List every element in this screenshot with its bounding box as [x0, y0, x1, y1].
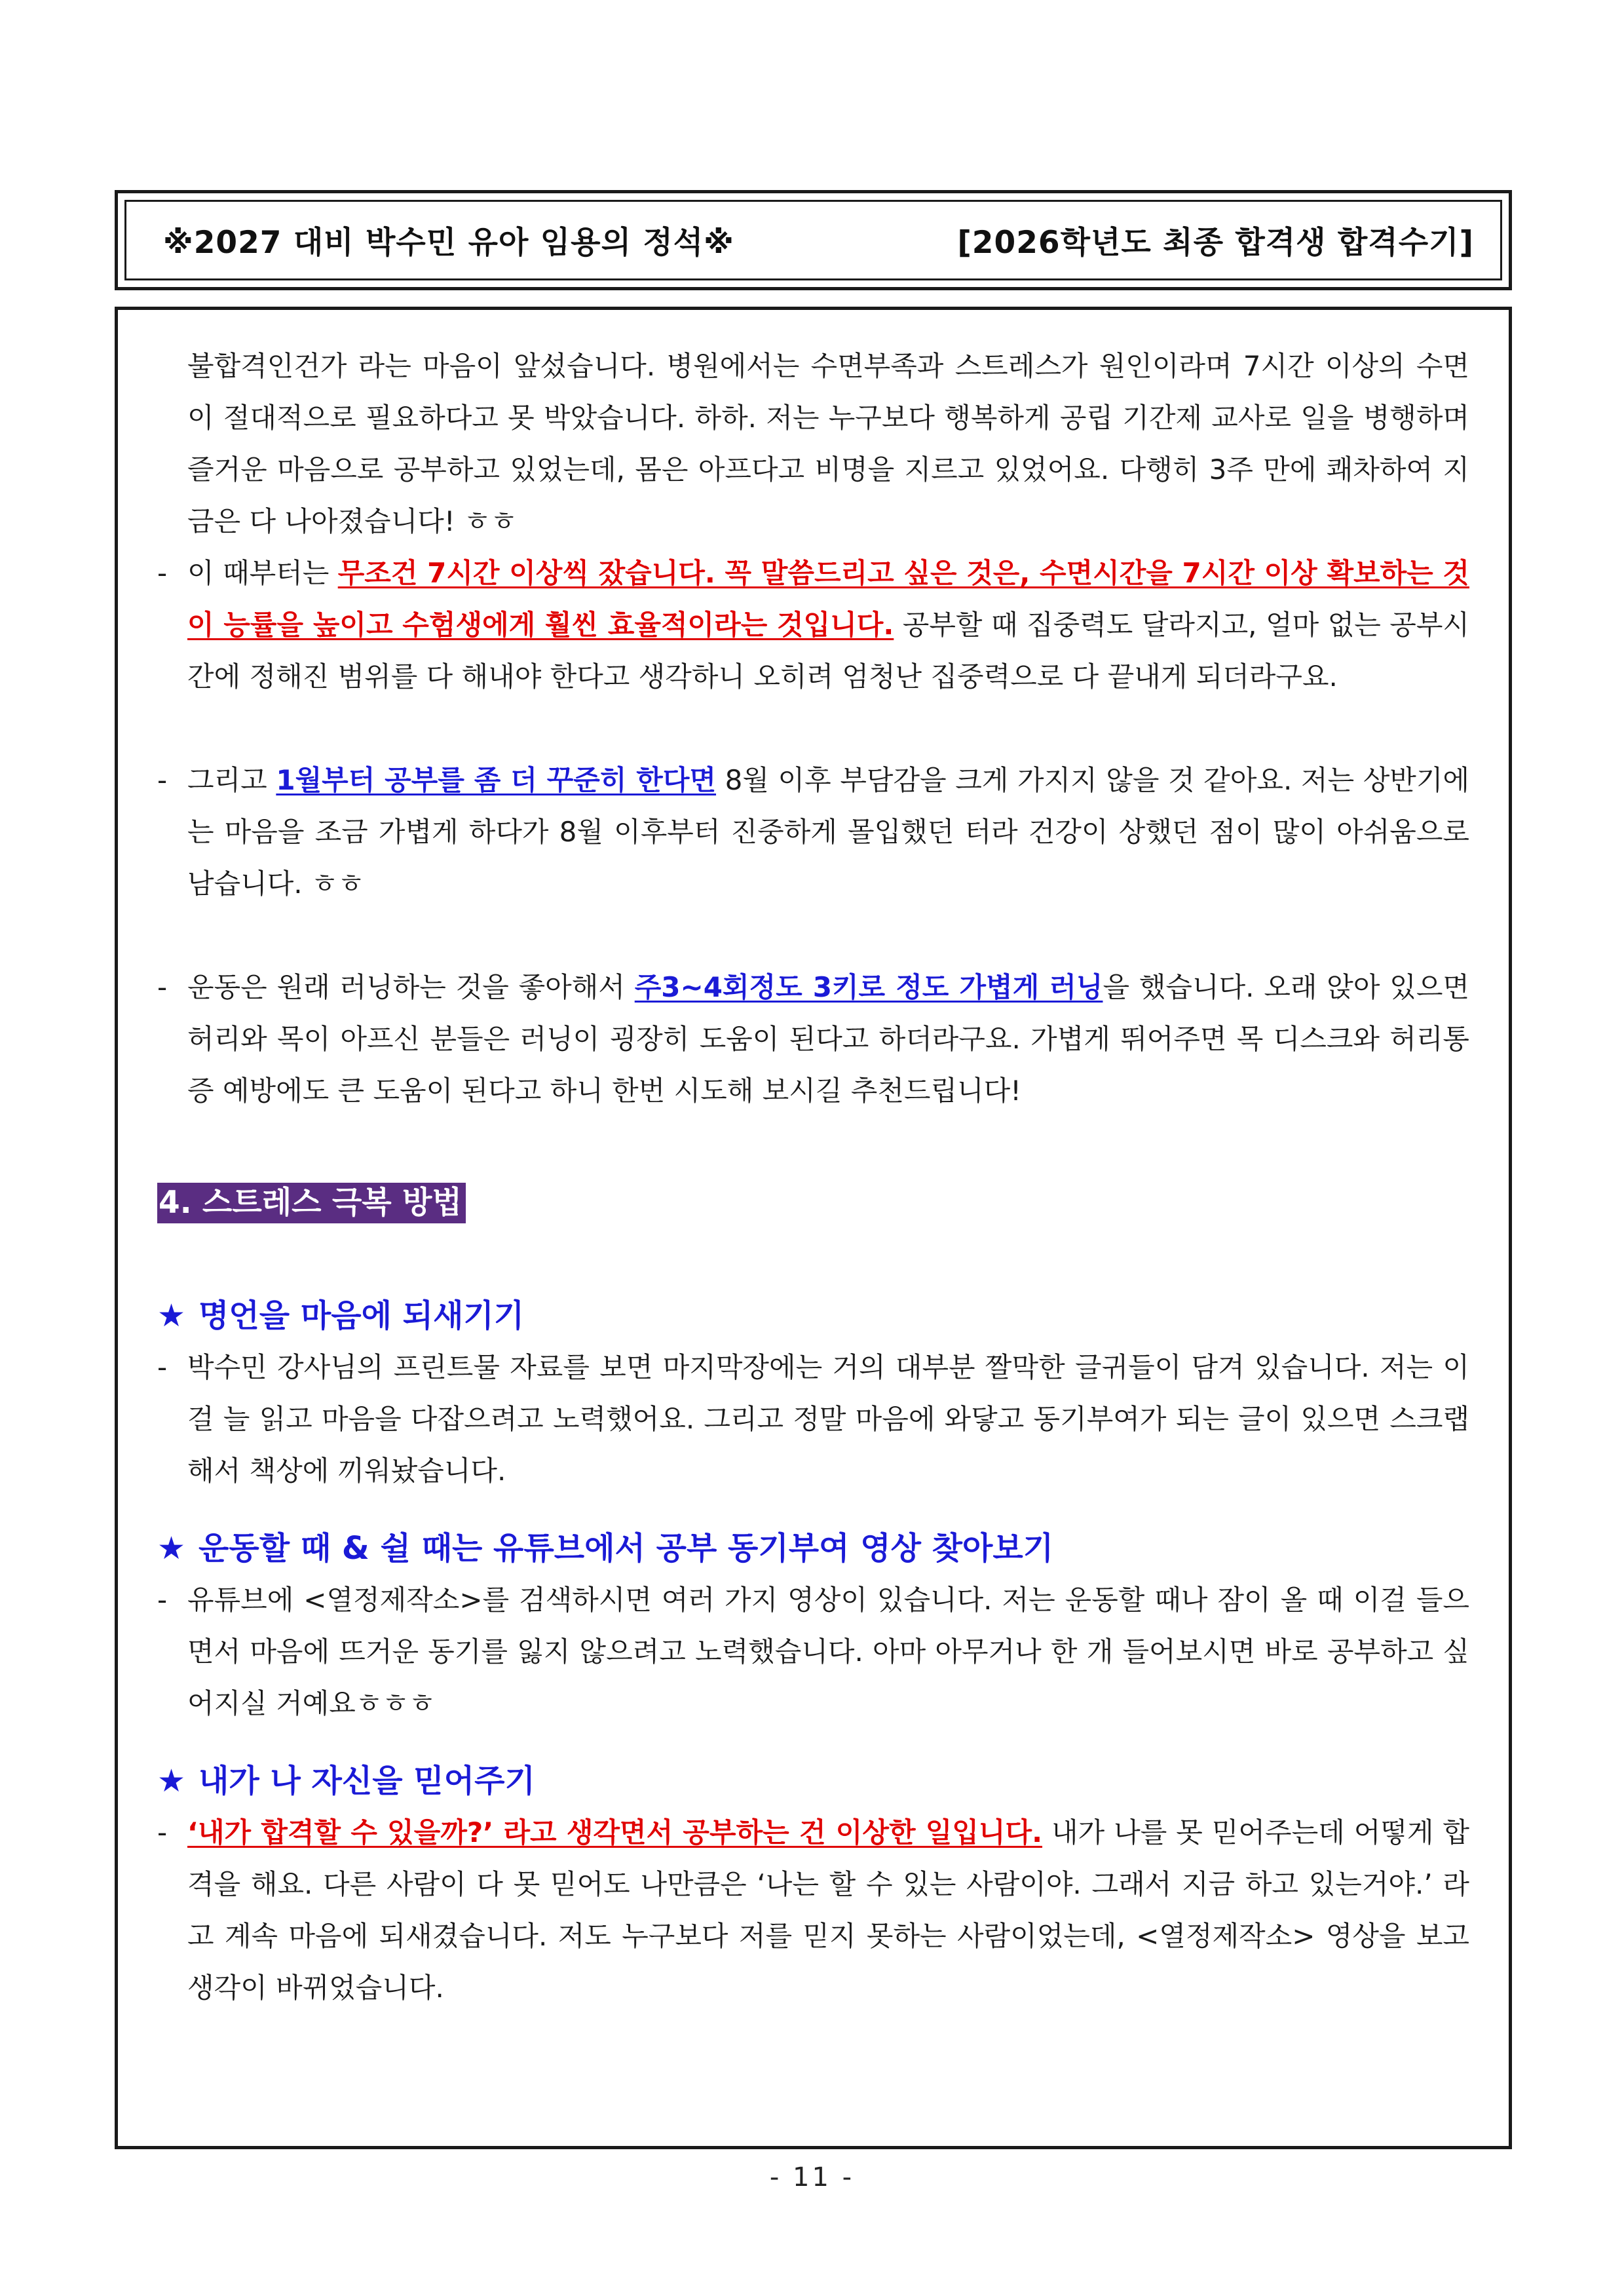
section-title: 4. 스트레스 극복 방법 [157, 1183, 466, 1223]
spacer [157, 909, 1469, 961]
item-text-post: 을 했습니다. 오래 앉아 있으면 허리와 목이 아프신 분들은 러닝이 굉장히 도움이 된다고 하더라구요. 가볍게 뛰어주면 목 디스크와 허리통증 예방에도 큰 도움이 된다고 하니 한번 시도해 보시길 추천드립니다! [187, 971, 1469, 1107]
content-body [157, 340, 1469, 2014]
star-icon: ★ [157, 1297, 186, 1334]
subsection-heading-quotes [157, 1290, 1469, 1341]
subsection-heading-youtube [157, 1523, 1469, 1574]
item-text-pre: 그리고 [187, 764, 276, 796]
header-inner-frame [124, 200, 1502, 280]
bullet-dash: - [157, 1816, 168, 1848]
list-item-believe [157, 1807, 1469, 2014]
bullet-dash: - [157, 1584, 168, 1616]
spacer [157, 1729, 1469, 1755]
subsection-heading-believe [157, 1755, 1469, 1807]
item-text: 유튜브에 <열정제작소>를 검색하시면 여러 가지 영상이 있습니다. 저는 운동할 때나 잠이 올 때 이걸 들으면서 마음에 뜨거운 동기를 잃지 않으려고 노력했습니다. 아마 아무거나 한 개 들어보시면 바로 공부하고 싶어지실 거예요ㅎㅎㅎ [187, 1584, 1469, 1719]
item-text: 박수민 강사님의 프린트물 자료를 보면 마지막장에는 거의 대부분 짤막한 글귀들이 담겨 있습니다. 저는 이걸 늘 읽고 마음을 다잡으려고 노력했어요. 그리고 정말 마음에 와닿고 동기부여가 되는 글이 있으면 스크랩해서 책상에 끼워놨습니다. [187, 1351, 1469, 1487]
spacer [157, 1497, 1469, 1523]
item-highlight-blue: 주3~4회정도 3키로 정도 가볍게 러닝 [634, 971, 1103, 1003]
header-title-right: [2026학년도 최종 합격생 합격수기] [957, 225, 1474, 261]
item-text-pre: 이 때부터는 [187, 557, 338, 589]
bullet-dash: - [157, 1351, 168, 1383]
star-icon: ★ [157, 1763, 186, 1799]
subsection-title: 명언을 마음에 되새기기 [198, 1297, 525, 1334]
page-number: - 11 - [769, 2162, 855, 2192]
intro-paragraph: 불합격인건가 라는 마음이 앞섰습니다. 병원에서는 수면부족과 스트레스가 원인이라며 7시간 이상의 수면이 절대적으로 필요하다고 못 박았습니다. 하하. 저는 누구보다 행복하게 공립 기간제 교사로 일을 병행하며 즐거운 마음으로 공부하고 있었는데, 몸은 아프다고 비명을 지르고 있었어요. 다행히 3주 만에 쾌차하여 지금은 다 나아졌습니다! ㅎㅎ [187, 350, 1469, 537]
item-text-pre: 운동은 원래 러닝하는 것을 좋아해서 [187, 971, 635, 1003]
star-icon: ★ [157, 1530, 186, 1567]
list-item-january [157, 754, 1469, 909]
list-item-youtube [157, 1574, 1469, 1729]
list-item-running [157, 961, 1469, 1117]
header-title-left: ※2027 대비 박수민 유아 임용의 정석※ [163, 225, 734, 261]
item-text-post: 8월 이후 부담감을 크게 가지지 않을 것 같아요. 저는 상반기에는 마음을 조금 가볍게 하다가 8월 이후부터 진중하게 몰입했던 터라 건강이 상했던 점이 많이 아쉬움으로 남습니다. ㅎㅎ [187, 764, 1470, 900]
spacer [157, 702, 1469, 754]
header-box [115, 190, 1512, 290]
spacer [157, 1168, 1469, 1177]
bullet-dash: - [157, 764, 168, 796]
spacer [157, 1117, 1469, 1168]
subsection-title: 내가 나 자신을 믿어주기 [198, 1763, 535, 1799]
bullet-dash: - [157, 971, 168, 1003]
item-highlight-red: ‘내가 합격할 수 있을까?’ 라고 생각면서 공부하는 건 이상한 일입니다. [187, 1816, 1043, 1848]
list-item-quotes [157, 1341, 1469, 1497]
bullet-dash: - [157, 557, 168, 589]
spacer [157, 1229, 1469, 1281]
subsection-title: 운동할 때 & 쉴 때는 유튜브에서 공부 동기부여 영상 찾아보기 [198, 1530, 1054, 1567]
list-item-sleep [157, 547, 1469, 702]
item-text-post: 공부할 때 집중력도 달라지고, 얼마 없는 공부시간에 정해진 범위를 다 해내야 한다고 생각하니 오히려 엄청난 집중력으로 다 끝내게 되더라구요. [187, 609, 1469, 693]
spacer [157, 1281, 1469, 1290]
section-heading-row [157, 1177, 1469, 1229]
item-highlight-red: 무조건 7시간 이상씩 잤습니다. 꼭 말씀드리고 싶은 것은, 수면시간을 7시간 이상 확보하는 것이 능률을 높이고 수험생에게 훨씬 효율적이라는 것입니다. [187, 557, 1470, 641]
item-text: 내가 나를 못 믿어주는데 어떻게 합격을 해요. 다른 사람이 다 못 믿어도 나만큼은 ‘나는 할 수 있는 사람이야. 그래서 지금 하고 있는거야.’ 라고 계속 마음에 되새겼습니다. 저도 누구보다 저를 믿지 못하는 사람이었는데, <열정제작소> 영상을 보고 생각이 바뀌었습니다. [187, 1816, 1469, 2004]
content-box [115, 307, 1512, 2149]
item-highlight-blue: 1월부터 공부를 좀 더 꾸준히 한다면 [276, 764, 717, 796]
